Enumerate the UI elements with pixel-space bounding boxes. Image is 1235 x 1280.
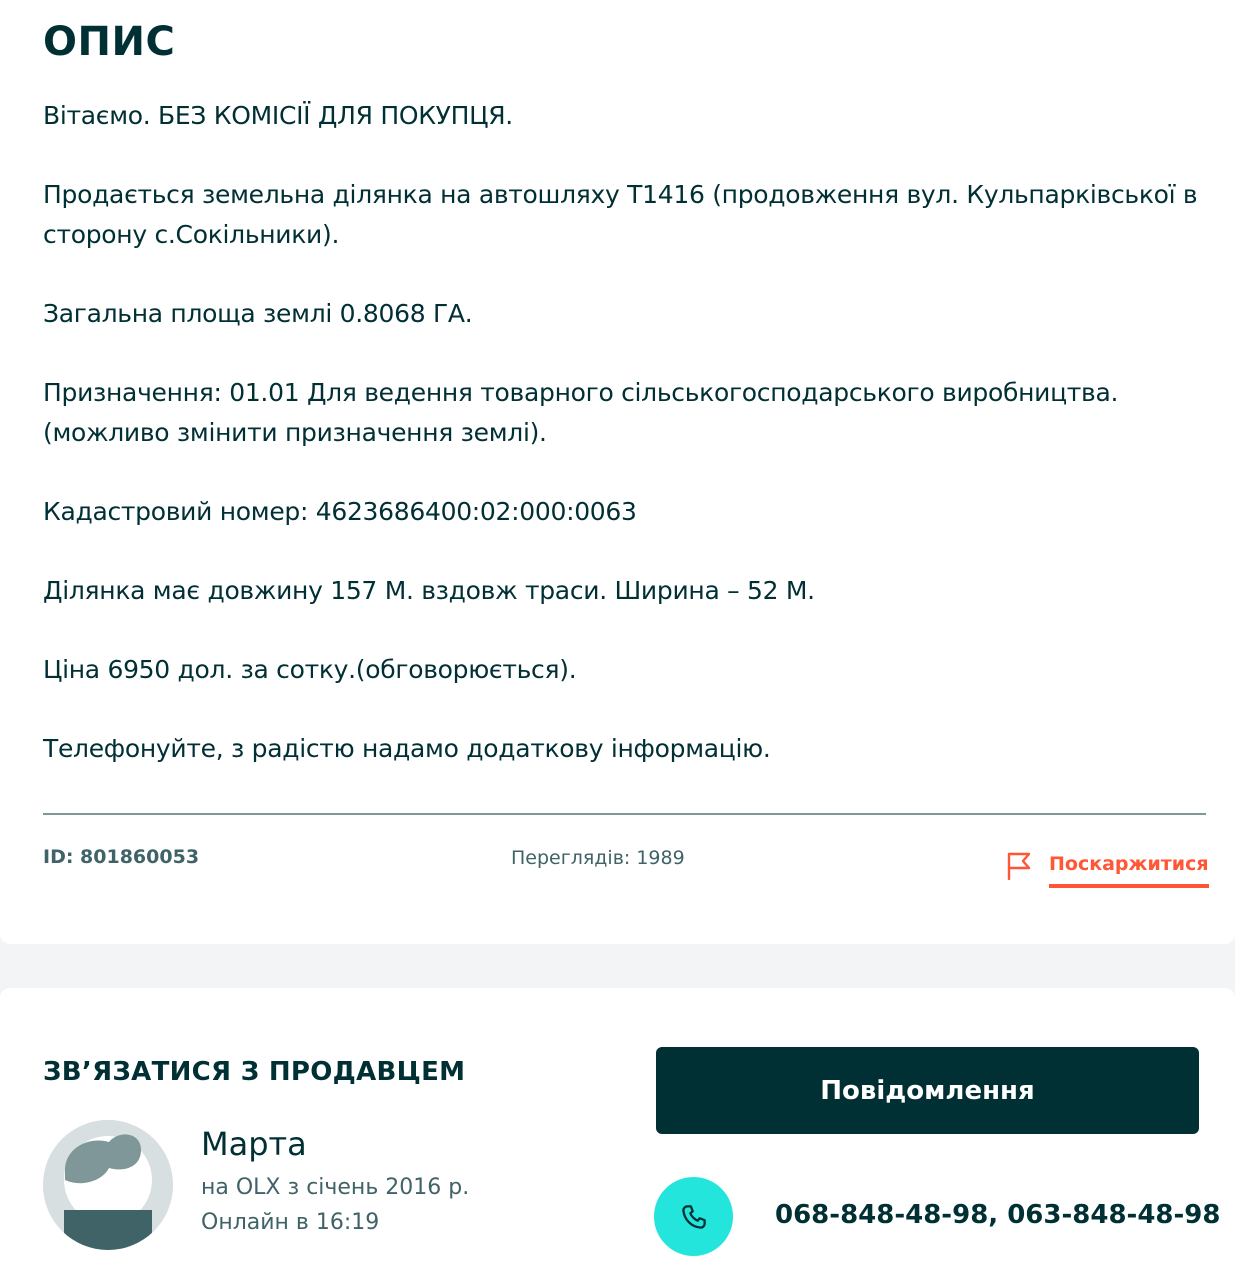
message-button-label: Повідомлення bbox=[820, 1075, 1035, 1106]
description-paragraph: Ціна 6950 дол. за сотку.(обговорюється). bbox=[43, 655, 577, 684]
description-paragraph: Кадастровий номер: 4623686400:02:000:0063 bbox=[43, 497, 637, 526]
description-paragraph: Телефонуйте, з радістю надамо додаткову інформацію. bbox=[43, 734, 771, 763]
report-link[interactable] bbox=[1006, 844, 1209, 888]
avatar[interactable] bbox=[43, 1120, 173, 1250]
description-paragraph: Вітаємо. БЕЗ КОМІСІЇ ДЛЯ ПОКУПЦЯ. bbox=[43, 101, 513, 130]
description-paragraph: Призначення: 01.01 Для ведення товарного сільськогосподарського виробництва. (можливо змінити призначення землі). bbox=[43, 378, 1119, 447]
ad-id: ID: 801860053 bbox=[43, 846, 200, 868]
contact-card bbox=[0, 988, 1235, 1280]
report-label[interactable]: Поскаржитися bbox=[1049, 853, 1209, 888]
description-text bbox=[43, 96, 1208, 769]
phone-icon bbox=[679, 1202, 709, 1232]
member-since: на OLX з січень 2016 р. bbox=[201, 1175, 470, 1200]
phone-numbers[interactable]: 068-848-48-98, 063-848-48-98 bbox=[775, 1200, 1221, 1230]
flag-icon bbox=[1006, 852, 1032, 880]
last-online: Онлайн в 16:19 bbox=[201, 1210, 380, 1235]
description-paragraph: Ділянка має довжину 157 М. вздовж траси. Ширина – 52 М. bbox=[43, 576, 815, 605]
message-button[interactable] bbox=[656, 1047, 1199, 1134]
seller-name[interactable]: Марта bbox=[201, 1125, 307, 1163]
user-avatar-icon bbox=[43, 1120, 173, 1250]
divider bbox=[43, 813, 1206, 815]
description-paragraph: Загальна площа землі 0.8068 ГА. bbox=[43, 299, 473, 328]
show-phone-button[interactable] bbox=[654, 1177, 733, 1256]
views-count: Переглядів: 1989 bbox=[511, 847, 685, 869]
contact-title: ЗВ’ЯЗАТИСЯ З ПРОДАВЦЕМ bbox=[43, 1057, 466, 1087]
section-title: ОПИС bbox=[43, 19, 176, 65]
description-paragraph: Продається земельна ділянка на автошляху Т1416 (продовження вул. Кульпарківської в сторону с.Сокільники). bbox=[43, 180, 1198, 249]
